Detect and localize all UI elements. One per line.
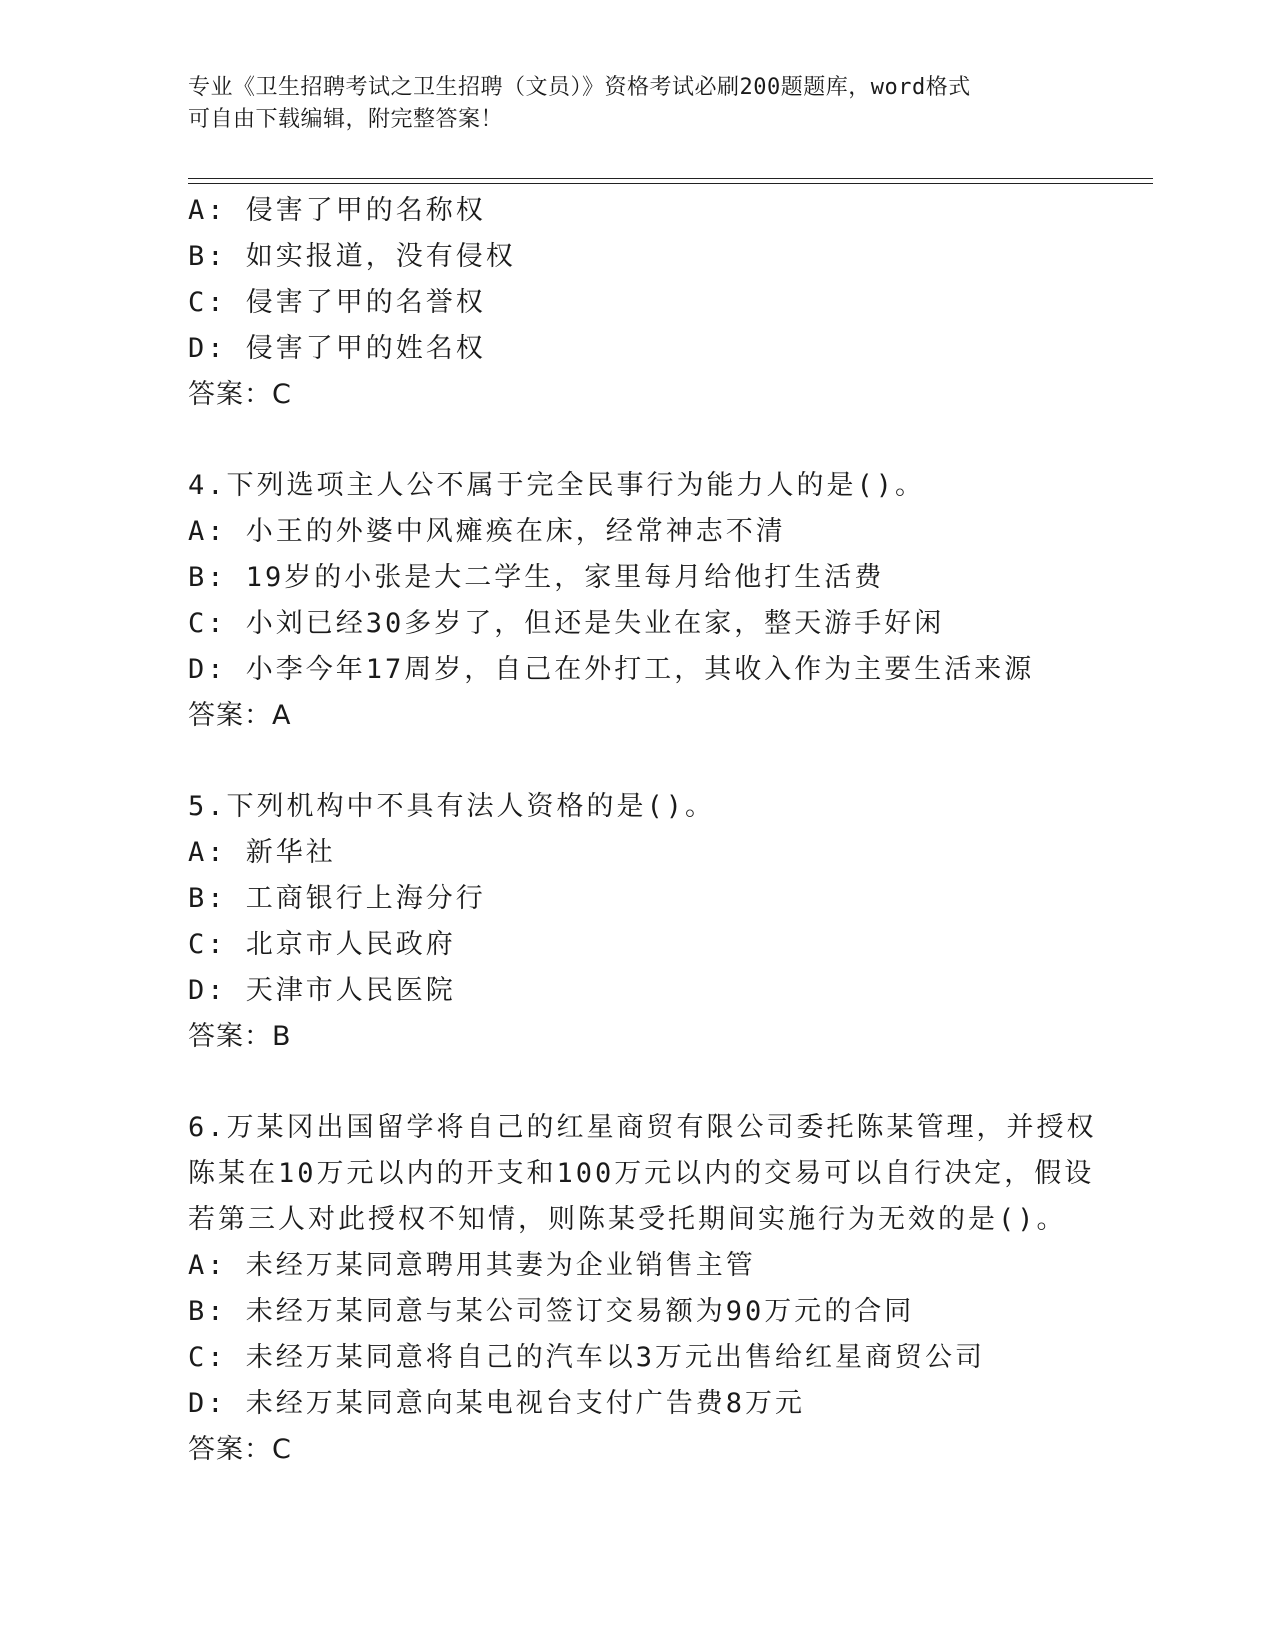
question-text: 4.下列选项主人公不属于完全民事行为能力人的是()。 (188, 470, 926, 501)
question-3 (188, 188, 1088, 418)
answer-line: 答案：C (188, 1434, 292, 1465)
option-b: B: 19岁的小张是大二学生，家里每月给他打生活费 (188, 562, 885, 593)
answer-line: 答案：B (188, 1021, 292, 1052)
answer-line: 答案：C (188, 379, 292, 410)
question-5 (188, 784, 1088, 1060)
question-4 (188, 463, 1088, 739)
document-header (188, 72, 1088, 136)
question-list (188, 188, 1097, 1473)
option-a: A: 小王的外婆中风瘫痪在床，经常神志不清 (188, 516, 786, 547)
option-d: D: 未经万某同意向某电视台支付广告费8万元 (188, 1388, 806, 1419)
option-a: A: 侵害了甲的名称权 (188, 195, 486, 226)
question-text-line-2: 陈某在10万元以内的开支和100万元以内的交易可以自行决定，假设 (188, 1158, 1095, 1189)
option-c: C: 北京市人民政府 (188, 929, 456, 960)
answer-line: 答案：A (188, 700, 292, 731)
option-d: D: 天津市人民医院 (188, 975, 456, 1006)
option-c: C: 小刘已经30多岁了，但还是失业在家，整天游手好闲 (188, 608, 945, 639)
header-divider-top (188, 178, 1153, 179)
spacer (188, 739, 1088, 784)
option-c: C: 侵害了甲的名誉权 (188, 287, 486, 318)
spacer (188, 418, 1088, 463)
header-divider-bottom (188, 183, 1153, 184)
option-d: D: 侵害了甲的姓名权 (188, 333, 486, 364)
question-text-line-3: 若第三人对此授权不知情，则陈某受托期间实施行为无效的是()。 (188, 1204, 1067, 1235)
question-text: 5.下列机构中不具有法人资格的是()。 (188, 791, 716, 822)
option-c: C: 未经万某同意将自己的汽车以3万元出售给红星商贸公司 (188, 1342, 986, 1373)
question-text-line-1: 6.万某冈出国留学将自己的红星商贸有限公司委托陈某管理，并授权 (188, 1112, 1097, 1143)
option-a: A: 未经万某同意聘用其妻为企业销售主管 (188, 1250, 756, 1281)
option-b: B: 工商银行上海分行 (188, 883, 486, 914)
header-line-2: 可自由下载编辑，附完整答案！ (188, 107, 504, 132)
option-d: D: 小李今年17周岁，自己在外打工，其收入作为主要生活来源 (188, 654, 1035, 685)
option-a: A: 新华社 (188, 837, 336, 868)
question-6 (188, 1105, 1097, 1473)
spacer (188, 1060, 1088, 1105)
header-line-1: 专业《卫生招聘考试之卫生招聘（文员）》资格考试必刷200题题库，word格式 (188, 75, 971, 100)
option-b: B: 如实报道，没有侵权 (188, 241, 516, 272)
option-b: B: 未经万某同意与某公司签订交易额为90万元的合同 (188, 1296, 915, 1327)
